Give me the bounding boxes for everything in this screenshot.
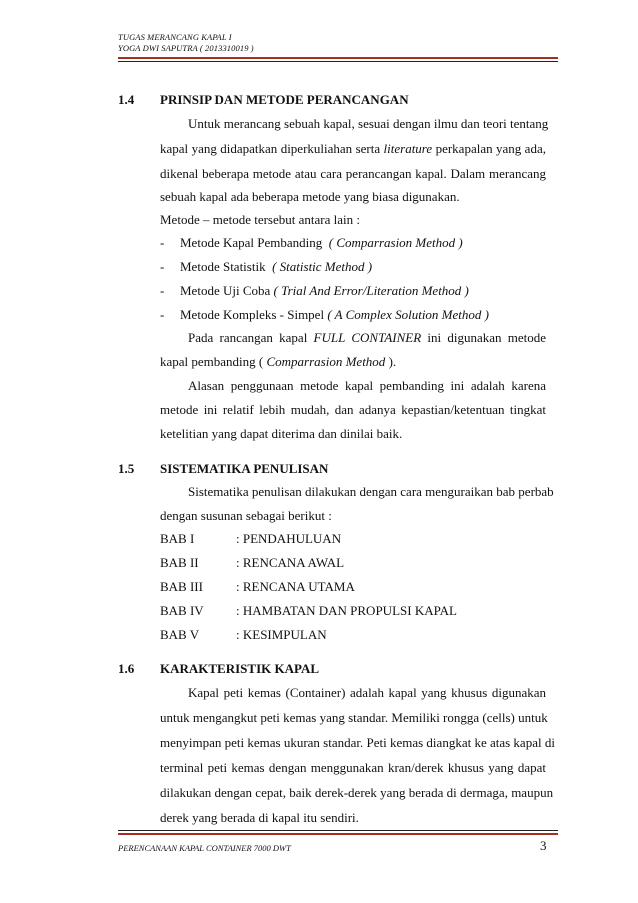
bab-title: : PENDAHULUAN xyxy=(236,531,342,546)
paragraph-line: Untuk merancang sebuah kapal, sesuai dengan ilmu dan teori tentang xyxy=(188,116,549,131)
section-title: SISTEMATIKA PENULISAN xyxy=(160,461,329,476)
methods-intro: Metode – metode tersebut antara lain : xyxy=(160,212,360,227)
section-number: 1.4 xyxy=(118,92,135,107)
section-number: 1.6 xyxy=(118,661,135,676)
paragraph-line: menyimpan peti kemas ukuran standar. Peti kemas diangkat ke atas kapal di xyxy=(160,735,555,750)
paragraph-line: kapal yang didapatkan diperkuliahan serta literature perkapalan yang ada, xyxy=(160,141,546,156)
list-dash: - xyxy=(160,283,165,298)
paragraph-line: sebuah kapal ada beberapa metode yang biasa digunakan. xyxy=(160,189,460,204)
paragraph-line: derek yang berada di kapal itu sendiri. xyxy=(160,810,359,825)
paragraph-line: ketelitian yang dapat diterima dan dinilai baik. xyxy=(160,426,403,441)
bab-label: BAB IV xyxy=(160,603,204,618)
list-item xyxy=(180,283,469,299)
list-item xyxy=(180,307,489,323)
bab-label: BAB I xyxy=(160,531,195,546)
footer-title: PERENCANAAN KAPAL CONTAINER 7000 DWT xyxy=(118,843,291,853)
paragraph-line: Sistematika penulisan dilakukan dengan cara menguraikan bab perbab xyxy=(188,484,554,499)
bab-title: : RENCANA AWAL xyxy=(236,555,345,570)
bab-label: BAB II xyxy=(160,555,199,570)
list-dash: - xyxy=(160,235,165,250)
footer-rule-black xyxy=(118,830,558,831)
method-name: Metode Uji Coba xyxy=(180,283,271,298)
bab-label: BAB V xyxy=(160,627,200,642)
method-name: Metode Kapal Pembanding xyxy=(180,235,323,250)
paragraph-line: Kapal peti kemas (Container) adalah kapal yang khusus digunakan xyxy=(188,685,546,700)
paragraph-line: untuk mengangkut peti kemas yang standar. Memiliki rongga (cells) untuk xyxy=(160,710,548,725)
paragraph-line: Pada rancangan kapal FULL CONTAINER ini digunakan metode xyxy=(188,330,546,345)
paragraph-line: kapal pembanding ( Comparrasion Method ). xyxy=(160,354,397,369)
list-dash: - xyxy=(160,307,165,322)
paragraph-line: dengan susunan sebagai berikut : xyxy=(160,508,332,523)
list-item xyxy=(180,235,463,251)
list-dash: - xyxy=(160,259,165,274)
method-name: Metode Kompleks - Simpel xyxy=(180,307,325,322)
paragraph-line: dilakukan dengan cepat, baik derek-derek yang berada di dermaga, maupun xyxy=(160,785,554,800)
page-number: 3 xyxy=(540,838,547,853)
bab-title: : KESIMPULAN xyxy=(236,627,327,642)
bab-title: : HAMBATAN DAN PROPULSI KAPAL xyxy=(236,603,457,618)
method-english: ( Trial And Error/Literation Method ) xyxy=(273,283,469,298)
paragraph-line: metode ini relatif lebih mudah, dan adanya kepastian/ketentuan tingkat xyxy=(160,402,546,417)
method-english: ( A Complex Solution Method ) xyxy=(327,307,489,322)
paragraph-line: Alasan penggunaan metode kapal pembanding ini adalah karena xyxy=(188,378,546,393)
header-rule-black xyxy=(118,61,558,62)
header-rule-red xyxy=(118,57,558,59)
header-title: TUGAS MERANCANG KAPAL I xyxy=(118,32,232,42)
paragraph-line: dikenal beberapa metode atau cara perancangan kapal. Dalam merancang xyxy=(160,166,546,181)
method-english: ( Comparrasion Method ) xyxy=(328,235,463,250)
list-item xyxy=(180,259,372,275)
section-title: KARAKTERISTIK KAPAL xyxy=(160,661,320,676)
method-english: ( Statistic Method ) xyxy=(272,259,373,274)
footer-rule-red xyxy=(118,833,558,835)
bab-label: BAB III xyxy=(160,579,203,594)
section-title: PRINSIP DAN METODE PERANCANGAN xyxy=(160,92,409,107)
bab-title: : RENCANA UTAMA xyxy=(236,579,355,594)
section-number: 1.5 xyxy=(118,461,135,476)
method-name: Metode Statistik xyxy=(180,259,266,274)
paragraph-line: terminal peti kemas dengan menggunakan kran/derek khusus yang dapat xyxy=(160,760,546,775)
header-author: YOGA DWI SAPUTRA ( 2013310019 ) xyxy=(118,43,254,53)
